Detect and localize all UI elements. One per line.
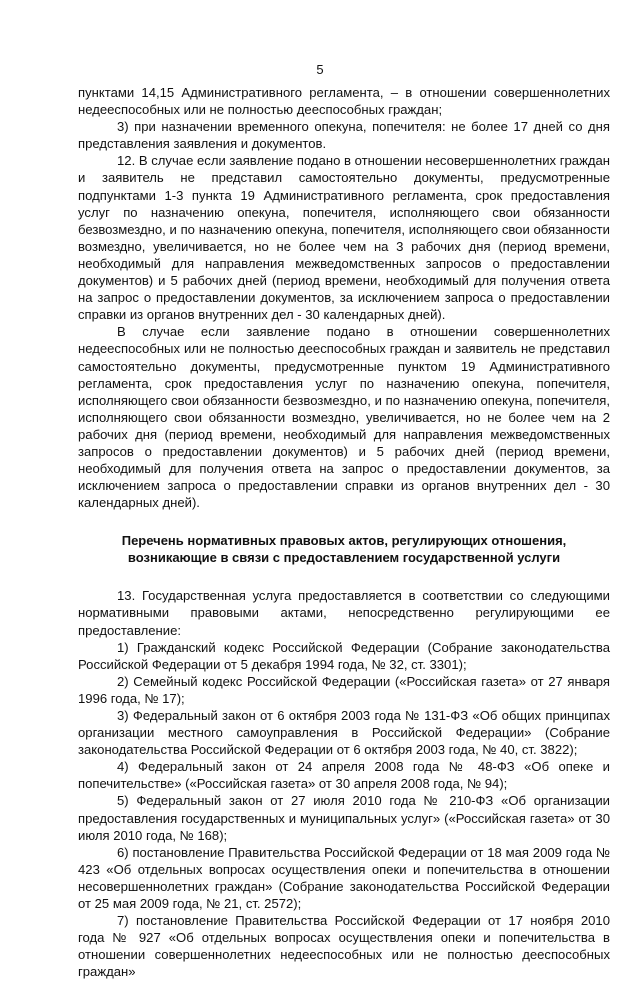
paragraph-12: 12. В случае если заявление подано в отношении несовершеннолетних граждан и заявитель не представил самостоятельно документы, предусмотренные подпунктами 1-3 пункта 19 Административного регламента, срок предоставления услуг по назначению опекуна, попечителя, исполняющего свои обязанности безвозмездно, и по назначению опекуна, попечителя, исполняющего свои обязанности возмездно, увеличивается, но не более чем на 3 рабочих дня (период времени, необходимый для направления межведомственных запросов о предоставлении документов) и 5 рабочих дней (период времени, необходимый для получения ответа на запрос о предоставлении документов, за исключением запроса о предоставлении справки из органов внутренних дел - 30 календарных дней).	[78, 153, 610, 323]
paragraph-12-adults: В случае если заявление подано в отношении совершеннолетних недееспособных или не полностью дееспособных граждан и заявитель не представил самостоятельно документы, предусмотренные пунктом 19 Административного регламента, срок предоставления услуг по назначению опекуна, попечителя, исполняющего свои обязанности безвозмездно, и по назначению опекуна, попечителя, исполняющего свои обязанности возмездно, увеличивается, но не более чем на 2 рабочих дня (период времени, необходимый для направления межведомственных запросов о предоставлении документов) и 5 рабочих дней (период времени, необходимый для получения ответа на запрос о предоставлении документов, за исключением запроса о предоставлении справки из органов внутренних дел - 30 календарных дней).	[78, 324, 610, 511]
document-body	[78, 84, 610, 981]
section-heading: Перечень нормативных правовых актов, регулирующих отношения, возникающие в связи с предоставлением государственной услуги	[121, 533, 567, 566]
list-item-civil-code: 1) Гражданский кодекс Российской Федерации (Собрание законодательства Российской Федерации от 5 декабря 1994 года, № 32, ст. 3301);	[78, 639, 610, 672]
list-item-law-210: 5) Федеральный закон от 27 июля 2010 года № 210-ФЗ «Об организации предоставления государственных и муниципальных услуг» («Российская газета» от 30 июля 2010 года, № 168);	[78, 793, 610, 843]
paragraph-13: 13. Государственная услуга предоставляется в соответствии со следующими нормативными правовыми актами, непосредственно регулирующими ее предоставление:	[78, 588, 610, 638]
list-item-law-131: 3) Федеральный закон от 6 октября 2003 года № 131-ФЗ «Об общих принципах организации местного самоуправления в Российской Федерации» (Собрание законодательства Российской Федерации от 6 октября 2003 года, № 40, ст. 3822);	[78, 708, 610, 758]
list-item-decree-423: 6) постановление Правительства Российской Федерации от 18 мая 2009 года № 423 «Об отдельных вопросах осуществления опеки и попечительства в отношении несовершеннолетних граждан» (Собрание законодательства Российской Федерации от 25 мая 2009 года, № 21, ст. 2572);	[78, 844, 610, 912]
paragraph-continuation: пунктами 14,15 Административного регламента, – в отношении совершеннолетних недееспособных или не полностью дееспособных граждан;	[78, 85, 610, 118]
page-number: 5	[316, 62, 324, 77]
paragraph-item-3: 3) при назначении временного опекуна, попечителя: не более 17 дней со дня представления заявления и документов.	[78, 119, 610, 152]
list-item-family-code: 2) Семейный кодекс Российской Федерации («Российская газета» от 27 января 1996 года, № 17);	[78, 673, 610, 706]
list-item-law-48: 4) Федеральный закон от 24 апреля 2008 года № 48-ФЗ «Об опеке и попечительстве» («Российская газета» от 30 апреля 2008 года, № 94);	[78, 759, 610, 792]
list-item-decree-927: 7) постановление Правительства Российской Федерации от 17 ноября 2010 года № 927 «Об отдельных вопросах осуществления опеки и попечительства в отношении совершеннолетних недееспособных или не полностью дееспособных граждан»	[78, 913, 610, 980]
